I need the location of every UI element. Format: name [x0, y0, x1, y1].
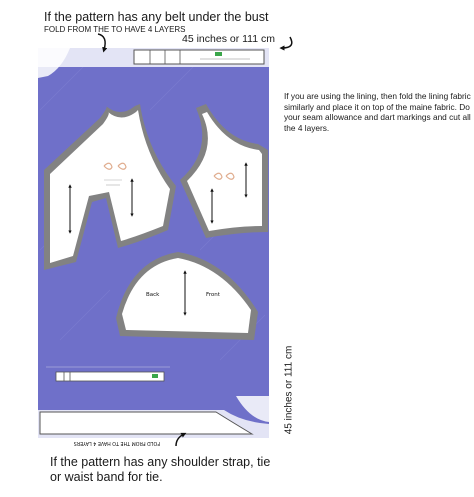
curved-arrow-left-icon: [282, 37, 292, 48]
strap-pattern: [56, 372, 164, 381]
fabric-width-label: 45 inches or 111 cm: [182, 33, 275, 45]
top-belt-note: If the pattern has any belt under the bust: [44, 10, 269, 24]
fabric-length-label: 45 inches or 111 cm: [283, 345, 295, 435]
waistband-pattern-piece: [40, 412, 252, 434]
belt-pattern-piece: [134, 50, 264, 64]
curved-arrow-down-icon: [98, 34, 105, 50]
sleeve-back-label: Back: [146, 292, 160, 298]
top-fold-instruction: FOLD FROM THE TO HAVE 4 LAYERS: [44, 25, 186, 34]
lining-instruction-note: If you are using the lining, then fold the lining fabric similarly and place it on top of the maine fabric. Do your seam allowance and dart markings and cut all the 4 layers.: [284, 91, 471, 133]
sleeve-front-label: Front: [206, 292, 220, 298]
bottom-strap-note: If the pattern has any shoulder strap, tie or waist band for tie.: [50, 455, 271, 484]
strap-mark: [152, 374, 158, 378]
bottom-fold-instruction: FOLD FROM THE TO HAVE 4 LAYERS: [73, 440, 160, 445]
belt-piece-mark: [215, 52, 222, 56]
